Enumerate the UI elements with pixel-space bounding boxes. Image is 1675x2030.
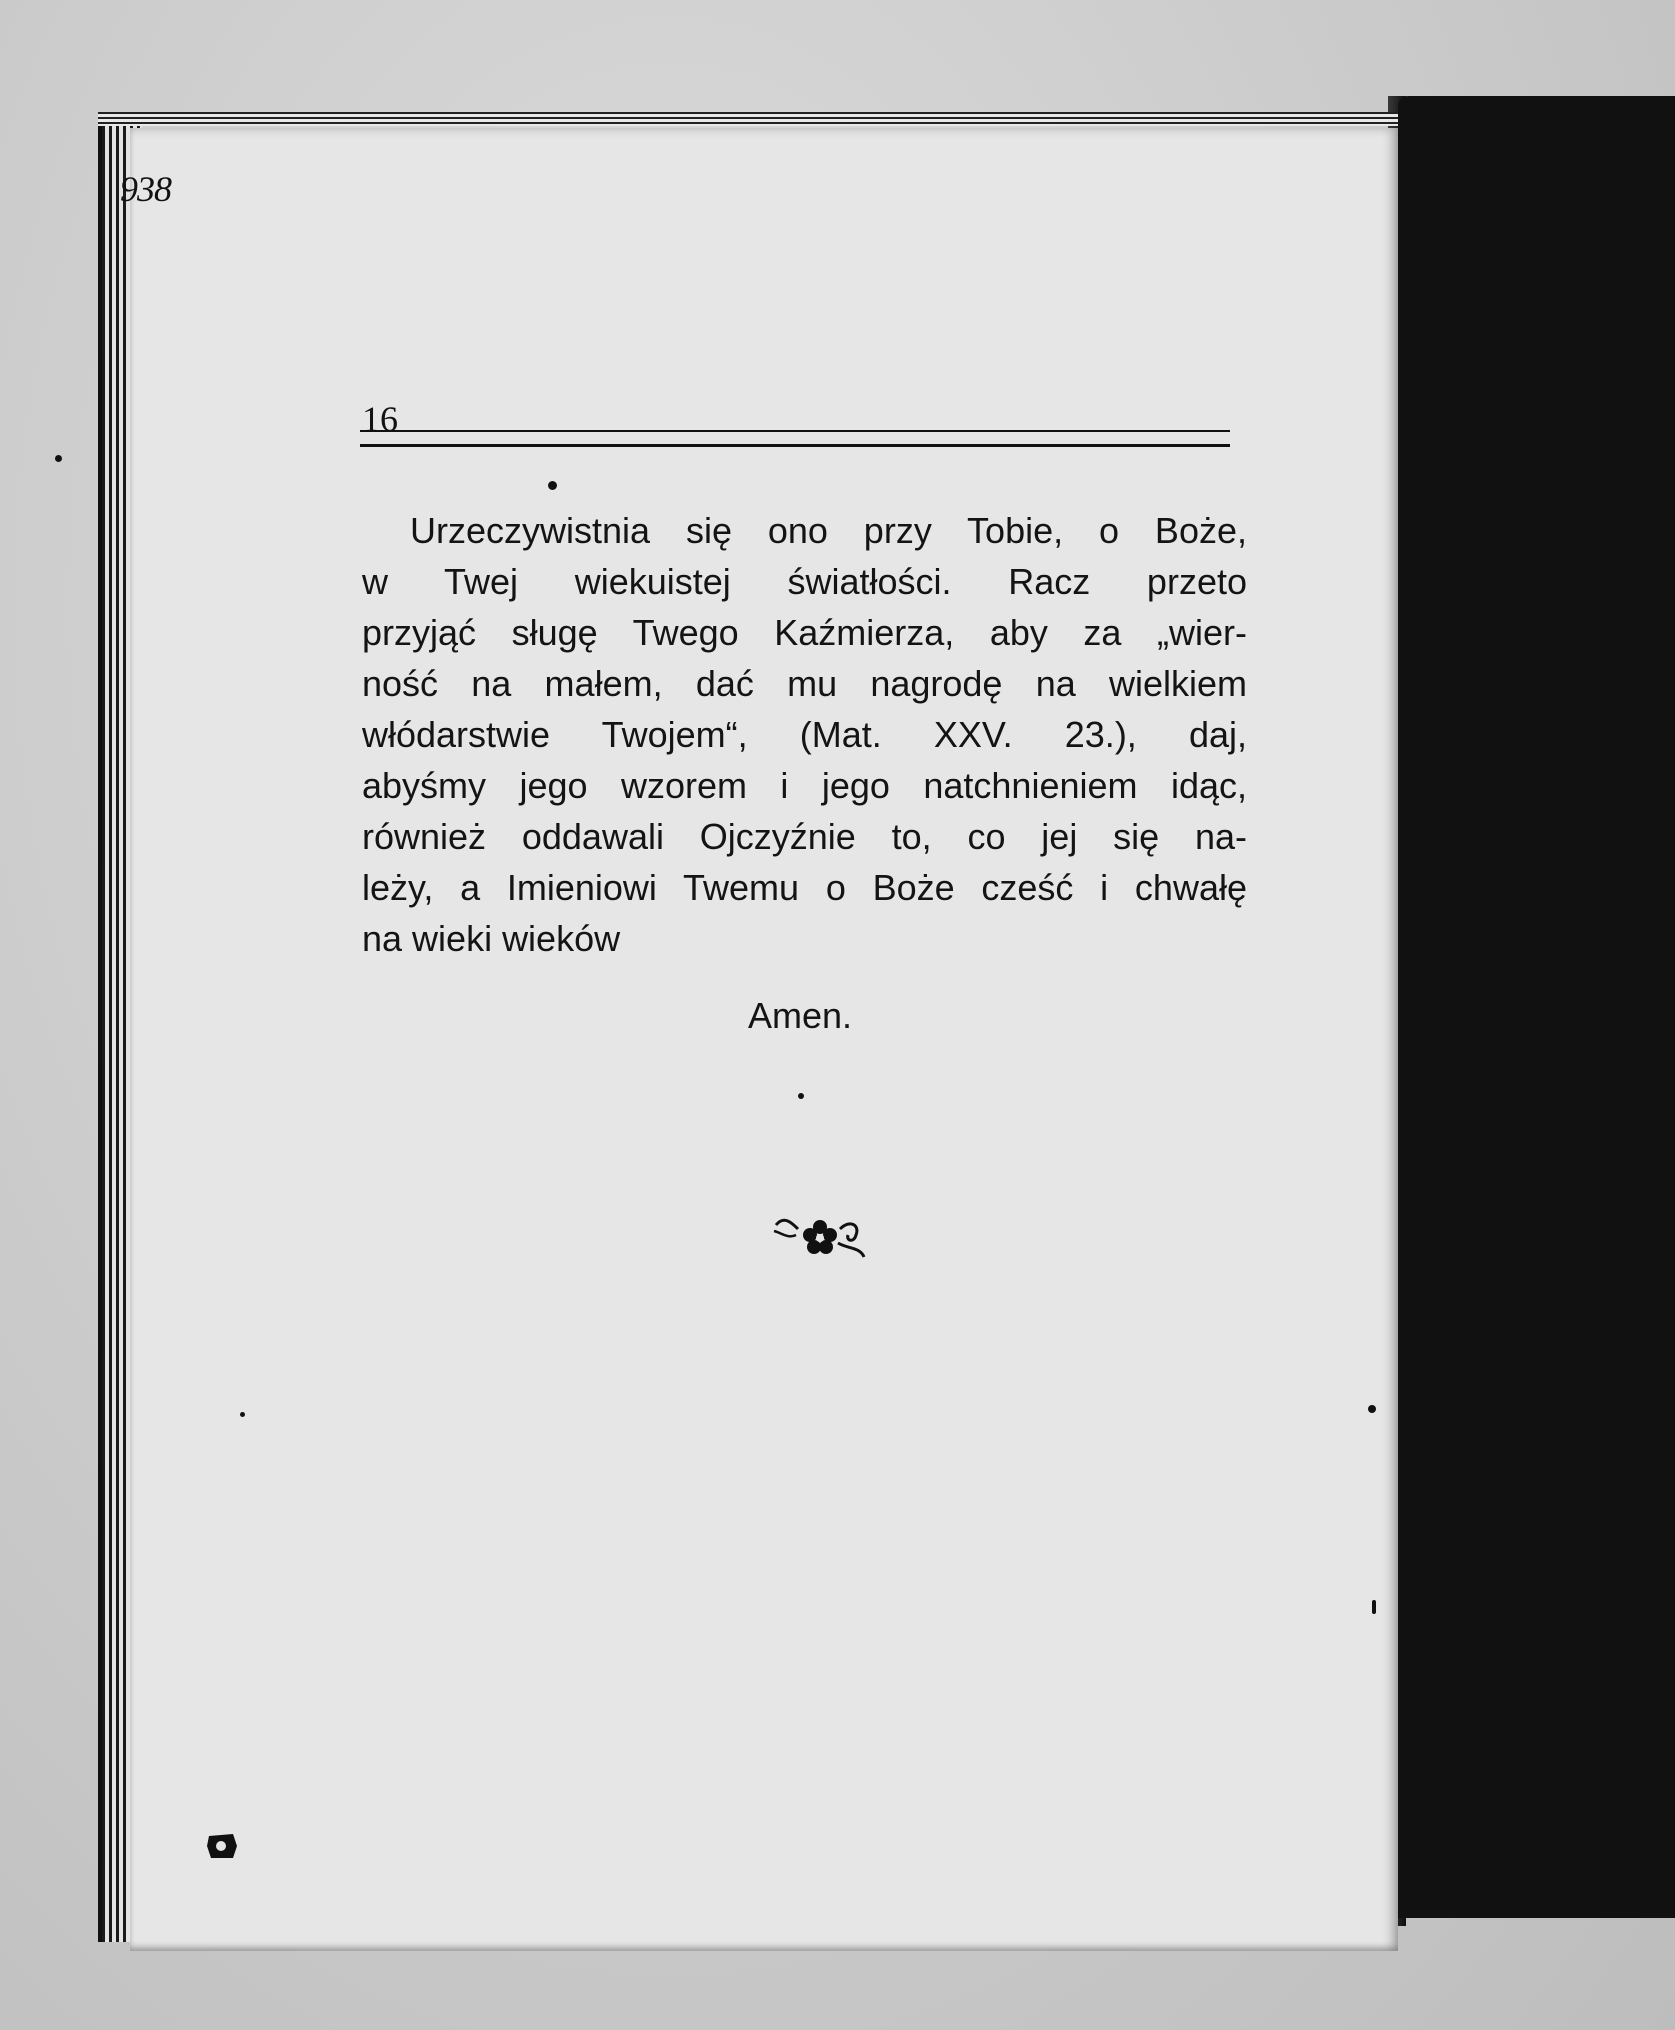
text-line: przyjąć sługę Twego Kaźmierza, aby za „wier- [362, 612, 1247, 653]
ink-speck [1372, 1600, 1376, 1614]
ink-speck [55, 455, 62, 462]
closing-word: Amen. [748, 995, 853, 1036]
floral-ornament-icon [770, 1205, 870, 1265]
text-line: w Twej wiekuistej światłości. Racz przeto [362, 561, 1247, 602]
ink-speck [548, 481, 557, 490]
book-cover [1398, 96, 1675, 1918]
text-line: abyśmy jego wzorem i jego natchnieniem idąc, [362, 765, 1247, 806]
book-page [130, 128, 1398, 1951]
ink-speck [1368, 1405, 1376, 1413]
ink-speck [240, 1412, 245, 1417]
text-line: Urzeczywistnia się ono przy Tobie, o Boże, [410, 510, 1247, 551]
page-top-edge [98, 112, 1398, 126]
archive-number: 938 [120, 169, 171, 209]
text-line: również oddawali Ojczyźnie to, co jej się na- [362, 816, 1247, 857]
body-text [362, 505, 1247, 964]
header-rule [360, 430, 1230, 432]
header-rule-bold [360, 444, 1230, 447]
text-line: leży, a Imieniowi Twemu o Boże cześć i chwałę [362, 867, 1247, 908]
ink-speck [798, 1093, 804, 1099]
library-stamp-icon [205, 1832, 239, 1860]
text-line: ność na małem, dać mu nagrodę na wielkiem [362, 663, 1247, 704]
text-line: na wieki wieków [362, 918, 621, 959]
page-number: 16 [362, 399, 398, 439]
text-line: włódarstwie Twojem“, (Mat. XXV. 23.), daj, [362, 714, 1247, 755]
